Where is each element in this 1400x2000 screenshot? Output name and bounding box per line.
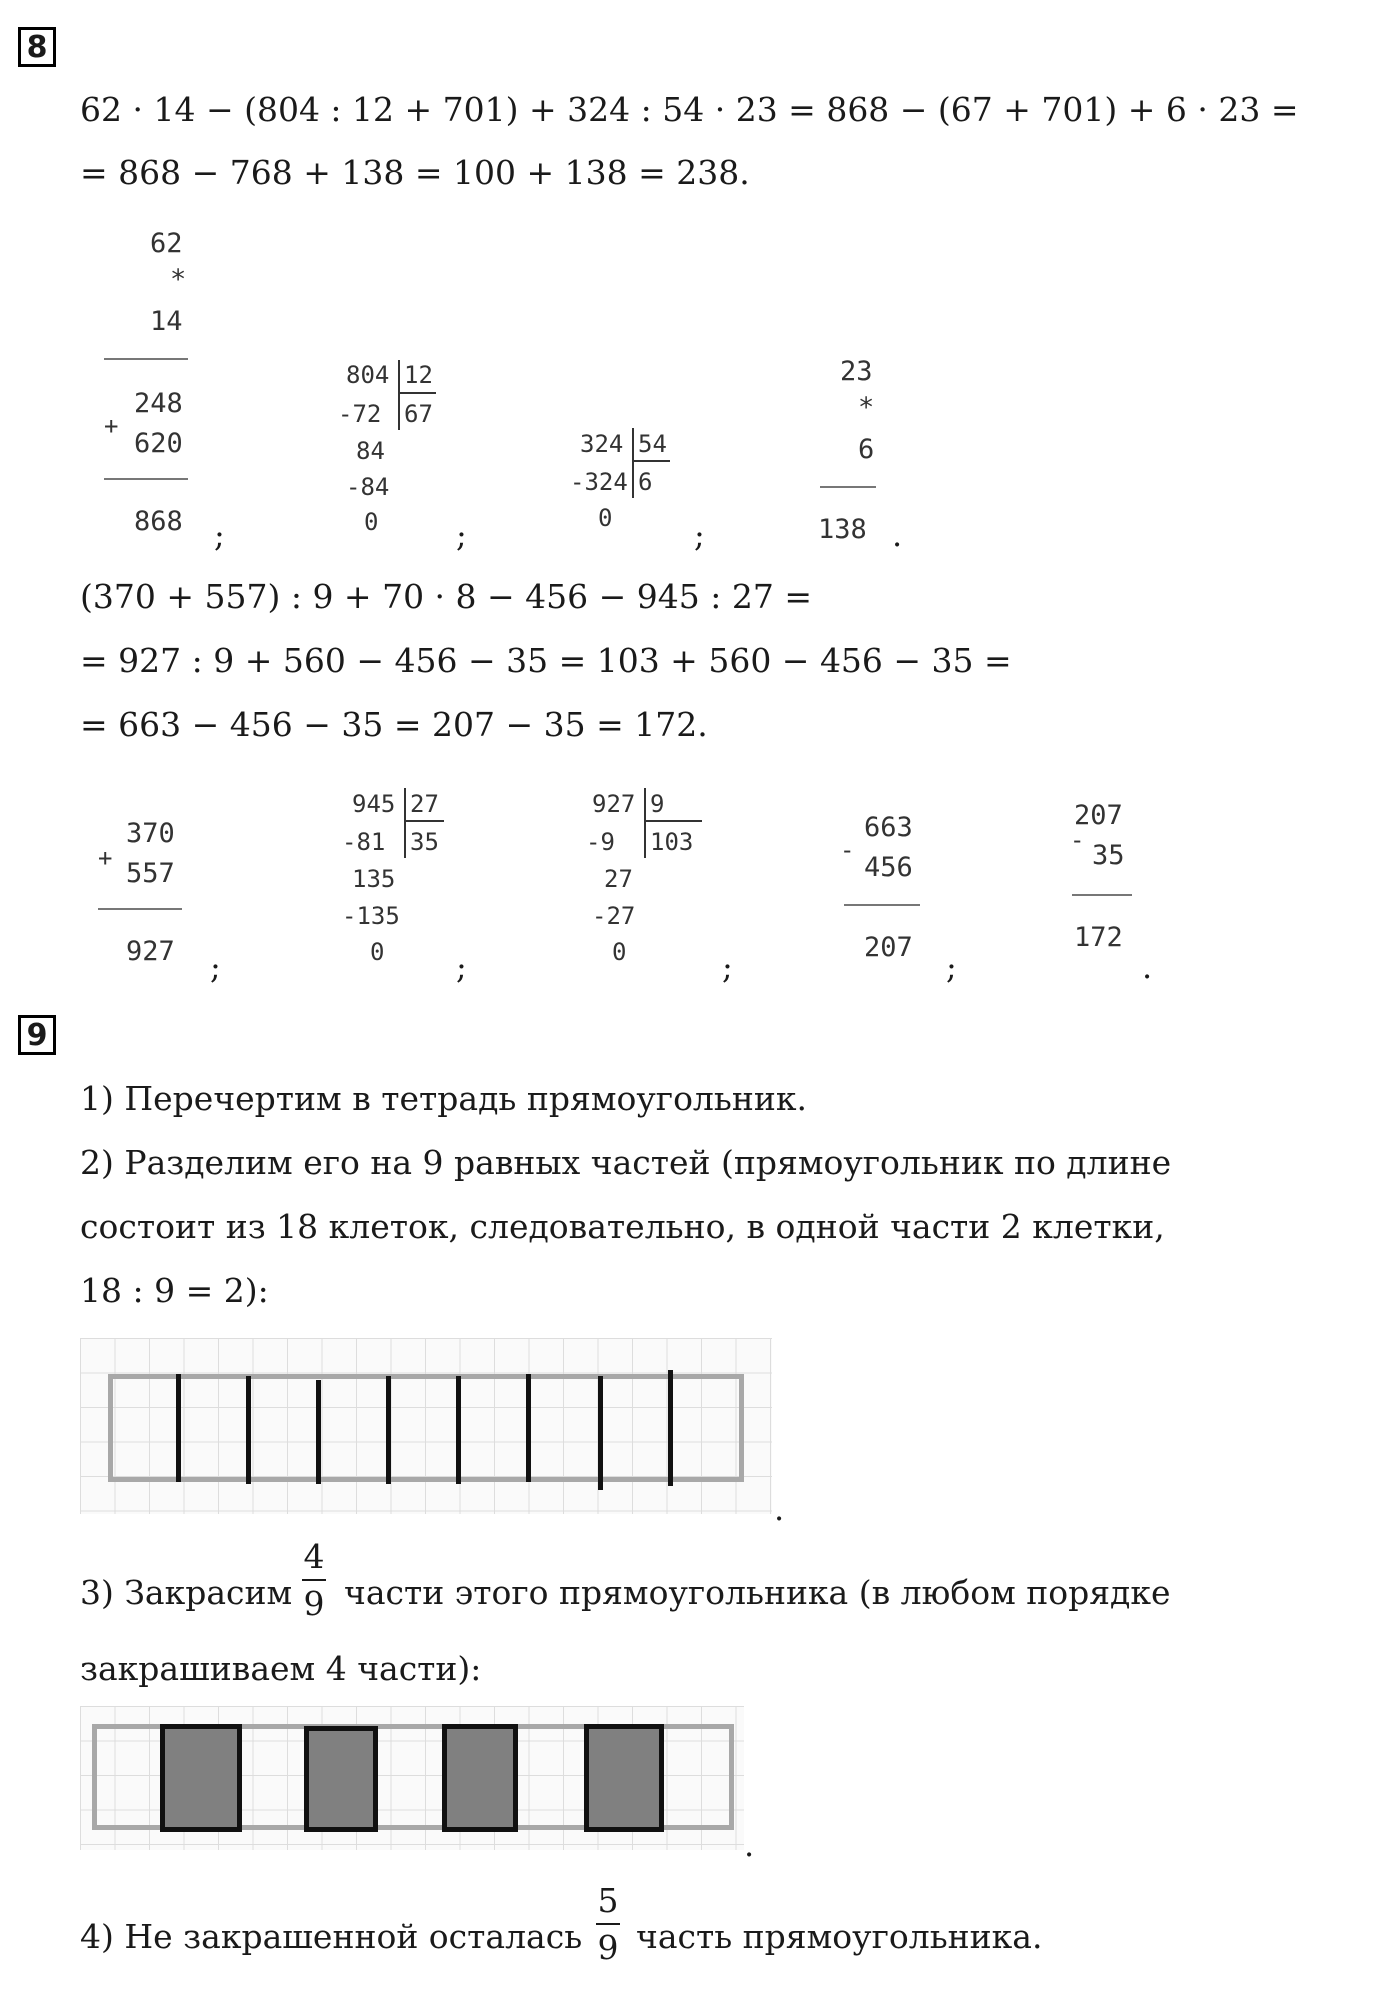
operand: 14 <box>150 306 183 337</box>
quotient: 35 <box>410 828 439 856</box>
division-rule <box>404 820 444 822</box>
shaded-part <box>160 1724 242 1832</box>
final-remainder: 0 <box>612 938 627 966</box>
operand: 62 <box>150 228 183 259</box>
fraction-denominator: 9 <box>597 1928 619 1967</box>
subtrahend: -84 <box>346 473 390 501</box>
step-3-line-2: закрашиваем 4 части): <box>80 1649 482 1688</box>
task-number-9: 9 <box>18 1015 56 1055</box>
divider-line <box>598 1376 603 1490</box>
division-rule <box>644 820 702 822</box>
division-bar <box>644 788 646 858</box>
fraction-bar <box>302 1579 326 1581</box>
result: 207 <box>864 932 913 963</box>
divider-line <box>176 1374 181 1482</box>
shaded-part <box>304 1726 378 1832</box>
subtrahend: -72 <box>338 400 382 428</box>
result: 172 <box>1074 922 1123 953</box>
figure-end-dot: . <box>744 1826 755 1864</box>
subtrahend: -27 <box>592 902 636 930</box>
expression-1-line-2: = 868 − 768 + 138 = 100 + 138 = 238. <box>80 153 750 192</box>
expression-2-line-3: = 663 − 456 − 35 = 207 − 35 = 172. <box>80 705 708 744</box>
final-remainder: 0 <box>598 504 613 532</box>
operand: 557 <box>126 858 175 889</box>
divider-line <box>246 1376 251 1484</box>
shaded-part <box>584 1724 664 1832</box>
fraction-numerator: 5 <box>597 1881 619 1920</box>
rule <box>104 358 188 360</box>
division-rule <box>398 392 436 394</box>
remainder: 135 <box>352 865 396 893</box>
subtrahend: -135 <box>342 902 400 930</box>
result: 868 <box>134 506 183 537</box>
operator: * <box>170 264 187 295</box>
rule <box>844 904 920 906</box>
dividend: 804 <box>346 361 390 389</box>
step-2-line-2: состоит из 18 клеток, следовательно, в одной части 2 клетки, <box>80 1207 1165 1246</box>
separator: ; <box>946 948 957 986</box>
divisor: 12 <box>404 361 433 389</box>
step-3-prefix: 3) Закрасим <box>80 1573 293 1612</box>
separator: ; <box>456 948 467 986</box>
operand: 35 <box>1092 840 1125 871</box>
subtrahend: -81 <box>342 828 386 856</box>
fraction-bar <box>596 1923 620 1925</box>
expression-1-line-1: 62 · 14 − (804 : 12 + 701) + 324 : 54 · 23 = 868 − (67 + 701) + 6 · 23 = <box>80 90 1299 129</box>
fraction-denominator: 9 <box>303 1584 325 1623</box>
step-4-suffix: часть прямоугольника. <box>636 1917 1043 1956</box>
division-bar <box>632 428 634 498</box>
fraction-numerator: 4 <box>303 1537 325 1576</box>
rule <box>1072 894 1132 896</box>
separator: . <box>892 516 903 554</box>
divider-line <box>668 1370 673 1486</box>
partial-product: 620 <box>134 428 183 459</box>
divider-line <box>456 1376 461 1484</box>
remainder: 27 <box>604 865 633 893</box>
plus-sign: + <box>98 844 113 872</box>
task-number-8: 8 <box>18 27 56 67</box>
final-remainder: 0 <box>370 938 385 966</box>
separator: ; <box>210 948 221 986</box>
expression-2-line-1: (370 + 557) : 9 + 70 · 8 − 456 − 945 : 27 = <box>80 577 812 616</box>
plus-sign: + <box>104 412 119 440</box>
separator: ; <box>214 516 225 554</box>
divisor: 54 <box>638 430 667 458</box>
partial-product: 248 <box>134 388 183 419</box>
divider-line <box>316 1380 321 1484</box>
divider-line <box>526 1374 531 1482</box>
division-bar <box>404 788 406 858</box>
grid-figure-divided <box>80 1338 772 1514</box>
minus-sign: - <box>1070 826 1085 854</box>
dividend: 945 <box>352 790 396 818</box>
rule <box>98 908 182 910</box>
minus-sign: - <box>840 836 855 864</box>
operand: 456 <box>864 852 913 883</box>
quotient: 67 <box>404 400 433 428</box>
step-2-line-3: 18 : 9 = 2): <box>80 1271 269 1310</box>
operand: 370 <box>126 818 175 849</box>
divisor: 27 <box>410 790 439 818</box>
divider-line <box>386 1376 391 1484</box>
separator: . <box>1142 948 1153 986</box>
step-1: 1) Перечертим в тетрадь прямоугольник. <box>80 1079 807 1118</box>
operator: * <box>858 392 875 423</box>
step-3-suffix: части этого прямоугольника (в любом порядке <box>344 1573 1171 1612</box>
operand: 207 <box>1074 800 1123 831</box>
figure-end-dot: . <box>774 1490 785 1528</box>
rectangle-outline <box>108 1374 744 1482</box>
division-rule <box>632 460 670 462</box>
result: 138 <box>818 514 867 545</box>
subtrahend: -324 <box>570 468 628 496</box>
divisor: 9 <box>650 790 665 818</box>
operand: 663 <box>864 812 913 843</box>
separator: ; <box>694 516 705 554</box>
fraction-five-ninths <box>596 1881 620 1967</box>
division-bar <box>398 360 400 430</box>
final-remainder: 0 <box>364 508 379 536</box>
shaded-part <box>442 1724 518 1832</box>
dividend: 927 <box>592 790 636 818</box>
remainder: 84 <box>356 437 385 465</box>
separator: ; <box>456 516 467 554</box>
rule <box>104 478 188 480</box>
step-2-line-1: 2) Разделим его на 9 равных частей (прямоугольник по длине <box>80 1143 1172 1182</box>
operand: 6 <box>858 434 875 465</box>
grid-figure-shaded <box>80 1706 744 1850</box>
quotient: 103 <box>650 828 694 856</box>
quotient: 6 <box>638 468 653 496</box>
separator: ; <box>722 948 733 986</box>
result: 927 <box>126 936 175 967</box>
subtrahend: -9 <box>586 828 615 856</box>
fraction-four-ninths <box>302 1537 326 1623</box>
step-4-prefix: 4) Не закрашенной осталась <box>80 1917 583 1956</box>
dividend: 324 <box>580 430 624 458</box>
expression-2-line-2: = 927 : 9 + 560 − 456 − 35 = 103 + 560 − 456 − 35 = <box>80 641 1012 680</box>
operand: 23 <box>840 356 873 387</box>
rule <box>820 486 876 488</box>
